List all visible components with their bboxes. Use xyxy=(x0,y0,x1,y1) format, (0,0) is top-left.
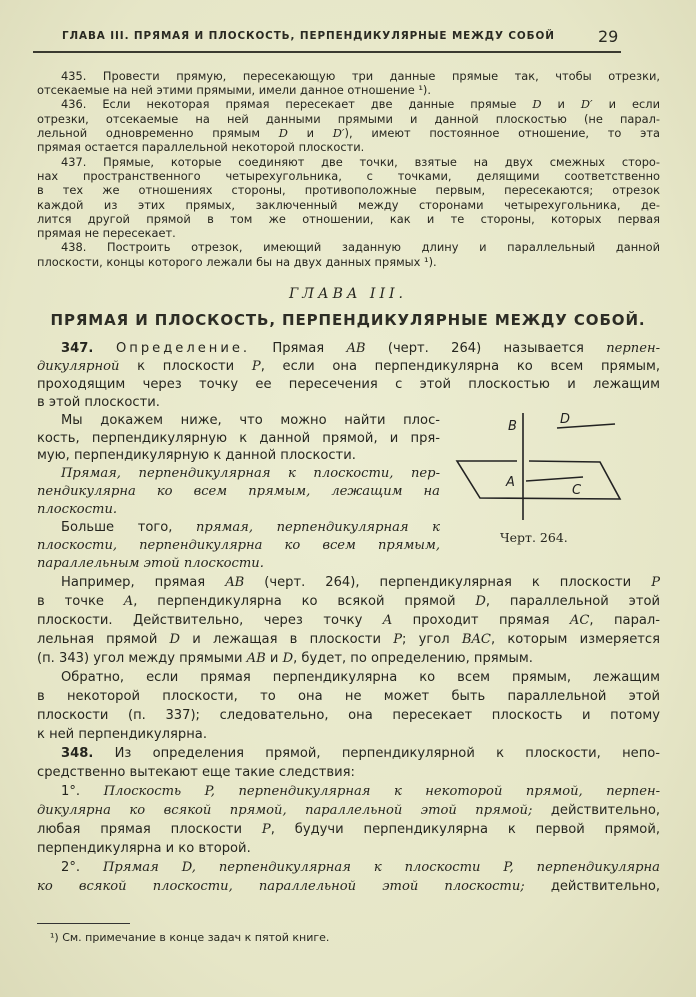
text-run: ), имеют постоянное отношение, то эта xyxy=(344,126,660,141)
text-run: кость, перпендикулярную к данной прямой, и пря- xyxy=(37,430,440,446)
text-run: , будет, по определению, прямым. xyxy=(293,650,533,666)
text-run: средственно вытекают еще такие следствия: xyxy=(37,764,355,780)
text-line xyxy=(37,83,660,97)
italic-run: плоскости. xyxy=(37,502,118,518)
italic-run: P xyxy=(251,358,261,374)
text-line xyxy=(37,839,660,858)
text-run: действительно, xyxy=(524,878,660,894)
label-b: B xyxy=(508,419,517,434)
text-run: , парал- xyxy=(589,612,660,628)
footnote: ¹) См. примечание в конце задач к пятой книге. xyxy=(50,931,330,944)
text-run: Обратно, если прямая перпендикулярна ко всем прямым, лежащим xyxy=(61,669,660,685)
text-line xyxy=(37,412,440,430)
text-line xyxy=(37,519,440,537)
text-run: 437. Прямые, которые соединяют две точки, взятые на двух смежных сторо- xyxy=(61,154,660,169)
text-line xyxy=(37,782,660,801)
italic-run: Прямая, перпендикулярная к плоскости, пер- xyxy=(61,466,440,482)
text-run: 2°. xyxy=(61,859,103,875)
italic-run: D xyxy=(532,97,542,112)
text-line xyxy=(37,877,660,896)
text-line xyxy=(37,226,660,240)
text-line xyxy=(37,447,440,465)
text-run: проходит прямая xyxy=(392,612,570,628)
text-line xyxy=(37,358,660,376)
text-line xyxy=(37,725,660,744)
italic-run: D xyxy=(282,650,294,666)
text-line xyxy=(37,649,660,668)
italic-run: дикулярна ко всякой прямой, параллельной этой прямой; xyxy=(37,802,533,818)
text-run: плоскости (п. 337); следовательно, она пересекает плоскость и потому xyxy=(37,707,660,723)
text-run: (черт. 264) называется xyxy=(365,341,607,357)
text-run: и xyxy=(265,650,283,666)
text-run: Из определения прямой, перпендикулярной к плоскости, непо- xyxy=(93,745,660,761)
text-line xyxy=(37,198,660,212)
text-line xyxy=(37,212,660,226)
italic-run: Прямая D, перпендикулярная к плоскости P, перпендикулярна xyxy=(102,859,660,875)
italic-run: AB xyxy=(246,650,266,666)
text-run: каждой из этих прямых, заключенный между сторонами четырехугольника, де- xyxy=(37,197,660,212)
text-run: прямая не пересекает. xyxy=(37,226,176,241)
text-line xyxy=(37,820,660,839)
text-line xyxy=(37,140,660,154)
italic-run: BAC xyxy=(461,631,491,647)
text-run: проходящим через точку ее пересечения с этой плоскостью и лежащим xyxy=(37,376,660,392)
text-run: 436. Если некоторая прямая пересекает две данные прямые xyxy=(61,97,533,112)
bold-run: 348. xyxy=(61,745,94,761)
chapter-label: ГЛАВА III. xyxy=(289,286,407,302)
italic-run: ко всякой плоскости, параллельной этой плоскости; xyxy=(37,878,525,894)
italic-run: A xyxy=(123,593,134,609)
text-run: прямая остается параллельной некоторой плоскости. xyxy=(37,140,365,155)
text-run: и лежащая в плоскости xyxy=(180,631,394,647)
italic-run: плоскости, перпендикулярна ко всем прямым, xyxy=(37,537,440,553)
header-rule xyxy=(33,51,621,53)
bold-run: 347. xyxy=(61,341,116,357)
text-run: нах пространственного четырехугольника, с точками, делящими соответственно xyxy=(37,168,660,183)
text-run: лельной одновременно прямым xyxy=(37,126,279,141)
text-line xyxy=(37,183,660,197)
text-run: и xyxy=(541,97,581,112)
text-line xyxy=(37,483,440,501)
text-run: и если xyxy=(592,97,660,112)
text-run: (черт. 264), перпендикулярная к плоскости xyxy=(244,574,652,590)
text-run: (п. 343) угол между прямыми xyxy=(37,650,247,666)
italic-run: A xyxy=(382,612,393,628)
text-line xyxy=(37,592,660,611)
text-line xyxy=(37,801,660,820)
italic-run: D xyxy=(475,593,486,609)
running-header: ГЛАВА III. ПРЯМАЯ И ПЛОСКОСТЬ, ПЕРПЕНДИКУЛЯРНЫЕ МЕЖДУ СОБОЙ xyxy=(62,30,555,42)
label-a: A xyxy=(506,475,515,490)
text-line xyxy=(37,763,660,782)
italic-run: AB xyxy=(346,341,366,357)
text-run: мую, перпендикулярную к данной плоскости. xyxy=(37,448,356,464)
text-line xyxy=(37,255,660,269)
text-line xyxy=(37,240,660,254)
italic-run: пендикулярна ко всем прямым, лежащим на xyxy=(37,484,440,500)
text-run: лельная прямой xyxy=(37,631,170,647)
text-run: Прямая xyxy=(250,341,347,357)
italic-run: D xyxy=(169,631,181,647)
text-line xyxy=(37,687,660,706)
text-run: Например, прямая xyxy=(61,574,226,590)
text-run: , которым измеряется xyxy=(490,631,660,647)
text-run: , если она перпендикулярна ко всем прямым, xyxy=(260,358,660,374)
italic-run: P xyxy=(651,574,660,590)
text-run: отсекаемые на ней этими прямыми, имели данное отношение ¹). xyxy=(37,83,431,98)
text-run: , параллельной этой xyxy=(485,593,661,609)
text-run: к плоскости xyxy=(119,358,252,374)
text-run: в точке xyxy=(37,593,124,609)
text-run: , перпендикулярна ко всякой прямой xyxy=(133,593,476,609)
figure-caption: Черт. 264. xyxy=(500,530,568,545)
text-line xyxy=(37,340,660,358)
text-line xyxy=(37,668,660,687)
line-ac xyxy=(526,477,583,481)
label-d: D xyxy=(560,412,571,427)
text-line xyxy=(37,126,660,140)
italic-run: дикулярной xyxy=(37,358,120,374)
text-line xyxy=(37,630,660,649)
text-run: любая прямая плоскости xyxy=(37,821,262,837)
italic-run: AC xyxy=(569,612,590,628)
italic-run: перпен- xyxy=(606,341,660,357)
italic-run: P xyxy=(393,631,403,647)
text-line xyxy=(37,69,660,83)
text-run: перпендикулярна и ко второй. xyxy=(37,840,251,856)
text-line xyxy=(37,555,440,573)
text-line xyxy=(37,858,660,877)
text-run: к ней перпендикулярна. xyxy=(37,726,207,742)
text-run: плоскости. Действительно, через точку xyxy=(37,612,383,628)
italic-run: D′ xyxy=(580,97,593,112)
text-run: Больше того, xyxy=(61,520,196,536)
text-run: в этой плоскости. xyxy=(37,394,160,410)
text-line xyxy=(37,573,660,592)
label-c: C xyxy=(572,483,582,498)
text-run: и xyxy=(287,126,333,141)
text-line xyxy=(37,97,660,111)
italic-run: параллельным этой плоскости. xyxy=(37,555,264,571)
text-line xyxy=(37,537,440,555)
text-run: 435. Провести прямую, пересекающую три данные прямые так, чтобы отрезки, xyxy=(61,68,660,83)
text-run: действительно, xyxy=(532,802,661,818)
italic-run: D′ xyxy=(332,126,345,141)
page-number: 29 xyxy=(598,27,619,46)
italic-run: P xyxy=(261,821,271,837)
footnote-rule xyxy=(37,923,130,924)
text-run: 1°. xyxy=(61,783,104,799)
chapter-title: ПРЯМАЯ И ПЛОСКОСТЬ, ПЕРПЕНДИКУЛЯРНЫЕ МЕЖДУ СОБОЙ. xyxy=(50,311,646,329)
text-run: 438. Построить отрезок, имеющий заданную длину и параллельный данной xyxy=(61,240,660,255)
text-line xyxy=(37,706,660,725)
text-line xyxy=(37,611,660,630)
text-run: отрезки, отсекаемые на ней данными прямыми и данной плоскостью (не парал- xyxy=(37,111,660,126)
text-run: в тех же отношениях стороны, противоположные первым, пересекаются; отрезок xyxy=(37,183,660,198)
italic-run: D xyxy=(278,126,288,141)
italic-run: AB xyxy=(225,574,245,590)
text-line xyxy=(37,112,660,126)
text-line xyxy=(37,501,440,519)
spaced-run: Определение. xyxy=(116,341,251,357)
text-line xyxy=(37,430,440,448)
text-run: плоскости, концы которого лежали бы на двух данных прямых ¹). xyxy=(37,254,437,269)
text-line xyxy=(37,465,440,483)
italic-run: Плоскость P, перпендикулярная к некоторой прямой, перпен- xyxy=(103,783,661,799)
text-run: лится другой прямой в том же отношении, как и те стороны, которых первая xyxy=(37,211,660,226)
text-run: в некоторой плоскости, то она не может быть параллельной этой xyxy=(37,688,660,704)
text-line xyxy=(37,744,660,763)
italic-run: прямая, перпендикулярная к xyxy=(196,520,440,536)
text-run: Мы докажем ниже, что можно найти плос- xyxy=(61,412,440,428)
text-line xyxy=(37,169,660,183)
text-run: ; угол xyxy=(402,631,462,647)
text-line xyxy=(37,376,660,394)
text-run: , будучи перпендикулярна к первой прямой, xyxy=(270,821,660,837)
text-line xyxy=(37,155,660,169)
